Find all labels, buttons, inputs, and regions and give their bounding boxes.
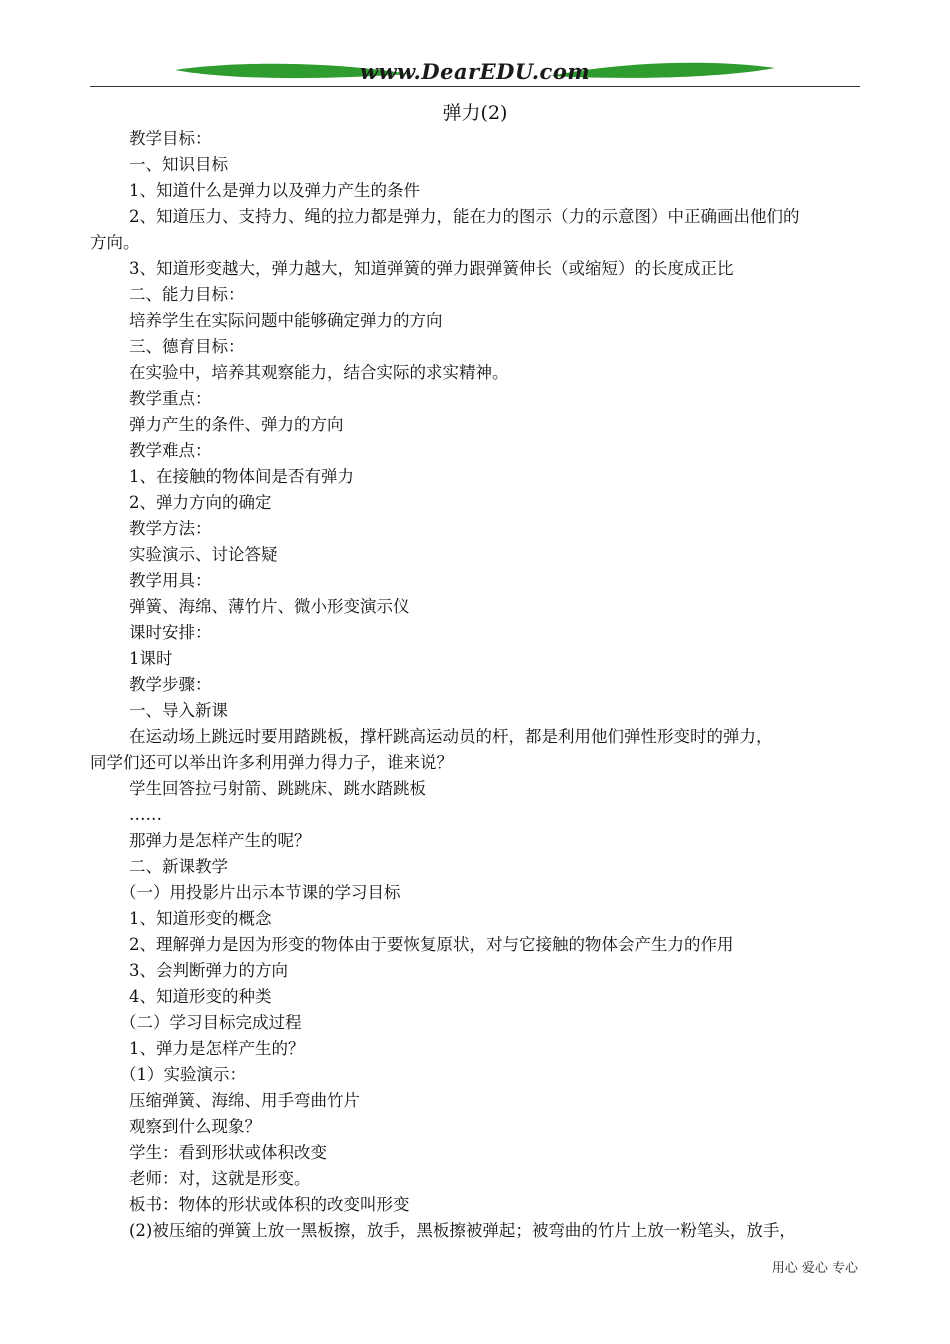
text-line: 4、知道形变的种类: [129, 987, 272, 1006]
text-line: 老师：对，这就是形变。: [129, 1169, 311, 1188]
page-footer: 用心 爱心 专心: [771, 1261, 858, 1276]
text-line: 二、新课教学: [129, 857, 228, 876]
text-line: 2、理解弹力是因为形变的物体由于要恢复原状，对与它接触的物体会产生力的作用: [129, 935, 734, 954]
header-divider: [90, 86, 860, 87]
text-line: 弹簧、海绵、薄竹片、微小形变演示仪: [129, 597, 410, 616]
document-title: 弹力(2): [442, 102, 508, 124]
page-header: [90, 58, 860, 94]
text-line: 2、知道压力、支持力、绳的拉力都是弹力，能在力的图示（力的示意图）中正确画出他们的: [129, 207, 800, 226]
text-line: 学生回答拉弓射箭、跳跳床、跳水踏跳板: [129, 779, 426, 798]
text-line: 1、知道什么是弹力以及弹力产生的条件: [129, 181, 420, 200]
text-line: 方向。: [90, 233, 140, 252]
text-line: （1）实验演示：: [120, 1065, 246, 1084]
text-line: 教学目标：: [129, 129, 212, 148]
text-line: 教学方法：: [129, 519, 212, 538]
text-line: 一、知识目标: [129, 155, 228, 174]
text-line: 弹力产生的条件、弹力的方向: [129, 415, 344, 434]
text-line: 培养学生在实际问题中能够确定弹力的方向: [129, 311, 443, 330]
text-line: 实验演示、讨论答疑: [129, 545, 278, 564]
text-line: 1课时: [129, 649, 173, 668]
text-line: 3、知道形变越大，弹力越大，知道弹簧的弹力跟弹簧伸长（或缩短）的长度成正比: [129, 259, 734, 278]
text-line: 教学重点：: [129, 389, 212, 408]
text-line: 2、弹力方向的确定: [129, 493, 272, 512]
text-line: 在实验中，培养其观察能力，结合实际的求实精神。: [129, 363, 509, 382]
text-line: 1、弹力是怎样产生的？: [129, 1039, 305, 1058]
text-line: 教学用具：: [129, 571, 212, 590]
text-line: 三、德育目标：: [129, 337, 245, 356]
text-line: 在运动场上跳远时要用踏跳板，撑杆跳高运动员的杆，都是利用他们弹性形变时的弹力，: [129, 727, 773, 746]
text-line: 一、导入新课: [129, 701, 228, 720]
text-line: （二）学习目标完成过程: [120, 1013, 302, 1032]
text-line: 课时安排：: [129, 623, 212, 642]
text-line: 板书：物体的形状或体积的改变叫形变: [129, 1195, 410, 1214]
text-line: 压缩弹簧、海绵、用手弯曲竹片: [129, 1091, 360, 1110]
text-line: 同学们还可以举出许多利用弹力得力子，谁来说？: [90, 753, 453, 772]
document-body: [90, 126, 866, 1244]
text-line: 1、在接触的物体间是否有弹力: [129, 467, 354, 486]
text-line: 那弹力是怎样产生的呢？: [129, 831, 311, 850]
text-line: ……: [129, 805, 162, 824]
text-line: 观察到什么现象？: [129, 1117, 261, 1136]
text-line: 二、能力目标：: [129, 285, 245, 304]
logo-text: www.DearEDU.com: [359, 59, 591, 84]
text-line: 1、知道形变的概念: [129, 909, 272, 928]
text-line: （一）用投影片出示本节课的学习目标: [120, 883, 401, 902]
text-line: (2)被压缩的弹簧上放一黑板擦，放手，黑板擦被弹起；被弯曲的竹片上放一粉笔头，放手，: [129, 1221, 796, 1240]
text-line: 教学步骤：: [129, 675, 212, 694]
text-line: 3、会判断弹力的方向: [129, 961, 288, 980]
text-line: 学生：看到形状或体积改变: [129, 1143, 327, 1162]
text-line: 教学难点：: [129, 441, 212, 460]
